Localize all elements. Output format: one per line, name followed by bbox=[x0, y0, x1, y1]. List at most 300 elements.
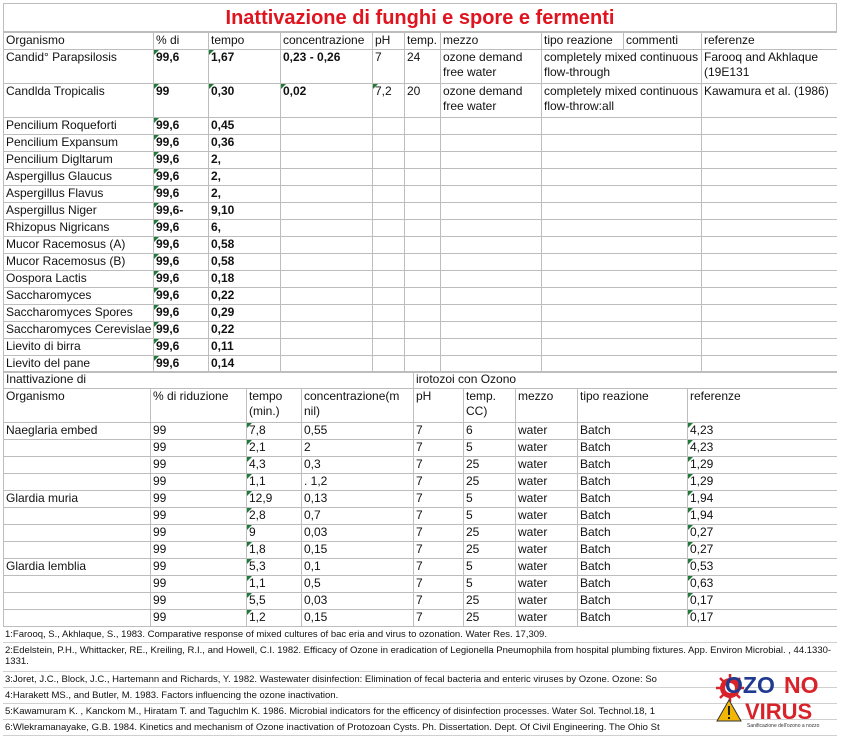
medium-cell[interactable]: water bbox=[516, 542, 578, 559]
time-cell[interactable]: 1,1 bbox=[247, 474, 302, 491]
ph-cell[interactable] bbox=[373, 356, 405, 373]
time-cell[interactable]: 0,58 bbox=[209, 237, 281, 254]
organism-cell[interactable] bbox=[4, 474, 151, 491]
percent-cell[interactable]: 99 bbox=[151, 423, 247, 440]
reference-cell[interactable] bbox=[702, 169, 838, 186]
reference-cell[interactable] bbox=[702, 356, 838, 373]
time-cell[interactable]: 2,8 bbox=[247, 508, 302, 525]
reference-cell[interactable]: 1,29 bbox=[688, 457, 838, 474]
reference-note[interactable]: 1:Farooq, S., Akhlaque, S., 1983. Comparative response of mixed cultures of bac eria and virus to ozonation. Water Res. 17,309. bbox=[3, 627, 837, 643]
medium-cell[interactable] bbox=[441, 356, 542, 373]
header-cell[interactable]: tipo reazione bbox=[542, 33, 624, 50]
reaction-type-cell[interactable]: Batch bbox=[578, 474, 688, 491]
organism-cell[interactable]: Mucor Racemosus (A) bbox=[4, 237, 154, 254]
medium-cell[interactable] bbox=[441, 271, 542, 288]
organism-cell[interactable] bbox=[4, 440, 151, 457]
concentration-cell[interactable] bbox=[281, 118, 373, 135]
percent-cell[interactable]: 99,6 bbox=[154, 220, 209, 237]
reference-cell[interactable]: 0,17 bbox=[688, 593, 838, 610]
organism-cell[interactable]: Oospora Lactis bbox=[4, 271, 154, 288]
organism-cell[interactable]: Mucor Racemosus (B) bbox=[4, 254, 154, 271]
organism-cell[interactable]: Lievito di birra bbox=[4, 339, 154, 356]
reaction-type-cell[interactable] bbox=[542, 254, 702, 271]
section-title-right[interactable]: irotozoi con Ozono bbox=[414, 372, 838, 389]
ph-cell[interactable]: 7 bbox=[414, 525, 464, 542]
organism-cell[interactable] bbox=[4, 593, 151, 610]
time-cell[interactable]: 9 bbox=[247, 525, 302, 542]
organism-cell[interactable]: Aspergillus Glaucus bbox=[4, 169, 154, 186]
ph-cell[interactable] bbox=[373, 322, 405, 339]
time-cell[interactable]: 5,5 bbox=[247, 593, 302, 610]
time-cell[interactable]: 0,29 bbox=[209, 305, 281, 322]
temp-cell[interactable]: 25 bbox=[464, 542, 516, 559]
concentration-cell[interactable] bbox=[281, 339, 373, 356]
reaction-type-cell[interactable] bbox=[542, 339, 702, 356]
reference-cell[interactable] bbox=[702, 254, 838, 271]
table-row bbox=[4, 237, 838, 254]
reaction-type-cell[interactable]: Batch bbox=[578, 610, 688, 627]
organism-cell[interactable]: Glardia muria bbox=[4, 491, 151, 508]
header-cell[interactable]: concentrazione(m nil) bbox=[302, 389, 414, 423]
medium-cell[interactable] bbox=[441, 220, 542, 237]
medium-cell[interactable]: water bbox=[516, 440, 578, 457]
concentration-cell[interactable] bbox=[281, 135, 373, 152]
concentration-cell[interactable]: 0,03 bbox=[302, 525, 414, 542]
organism-cell[interactable] bbox=[4, 457, 151, 474]
organism-cell[interactable]: Saccharomyces Cerevislae bbox=[4, 322, 154, 339]
time-cell[interactable]: 0,14 bbox=[209, 356, 281, 373]
reference-cell[interactable] bbox=[702, 135, 838, 152]
percent-cell[interactable]: 99 bbox=[151, 440, 247, 457]
ph-cell[interactable] bbox=[373, 118, 405, 135]
reaction-type-cell[interactable] bbox=[542, 169, 702, 186]
temp-cell[interactable] bbox=[405, 305, 441, 322]
fungi-table bbox=[3, 32, 837, 373]
ph-cell[interactable]: 7 bbox=[414, 542, 464, 559]
concentration-cell[interactable] bbox=[281, 356, 373, 373]
percent-cell[interactable]: 99,6 bbox=[154, 237, 209, 254]
time-cell[interactable]: 0,45 bbox=[209, 118, 281, 135]
reaction-type-cell[interactable] bbox=[542, 220, 702, 237]
temp-cell[interactable] bbox=[405, 169, 441, 186]
time-cell[interactable]: 2, bbox=[209, 186, 281, 203]
organism-cell[interactable]: Saccharomyces Spores bbox=[4, 305, 154, 322]
temp-cell[interactable] bbox=[405, 237, 441, 254]
temp-cell[interactable]: 5 bbox=[464, 576, 516, 593]
organism-cell[interactable]: Pencilium Expansum bbox=[4, 135, 154, 152]
concentration-cell[interactable] bbox=[281, 288, 373, 305]
reference-cell[interactable] bbox=[702, 271, 838, 288]
header-cell[interactable]: commenti bbox=[624, 33, 702, 50]
header-cell[interactable]: concentrazione bbox=[281, 33, 373, 50]
header-cell[interactable]: Organismo bbox=[4, 33, 154, 50]
temp-cell[interactable] bbox=[405, 220, 441, 237]
header-cell[interactable]: temp. CC) bbox=[464, 389, 516, 423]
concentration-cell[interactable]: 0,3 bbox=[302, 457, 414, 474]
header-cell[interactable]: Organismo bbox=[4, 389, 151, 423]
header-cell[interactable]: % di riduzione bbox=[151, 389, 247, 423]
table-header-row bbox=[4, 389, 838, 423]
reference-cell[interactable]: 1,29 bbox=[688, 474, 838, 491]
temp-cell[interactable] bbox=[405, 118, 441, 135]
reference-cell[interactable] bbox=[702, 203, 838, 220]
percent-cell[interactable]: 99,6 bbox=[154, 186, 209, 203]
reference-note[interactable]: 3:Joret, J.C., Block, J.C., Hartemann and Richards, Y. 1982. Wastewater disinfection: Elimination of fecal bacteria and enteric viruses by Ozone. Ozone: So bbox=[3, 672, 837, 688]
medium-cell[interactable]: water bbox=[516, 474, 578, 491]
header-cell[interactable]: mezzo bbox=[441, 33, 542, 50]
concentration-cell[interactable] bbox=[281, 271, 373, 288]
temp-cell[interactable] bbox=[405, 356, 441, 373]
time-cell[interactable]: 2, bbox=[209, 152, 281, 169]
reference-cell[interactable]: 1,94 bbox=[688, 491, 838, 508]
header-cell[interactable]: pH bbox=[373, 33, 405, 50]
medium-cell[interactable] bbox=[441, 152, 542, 169]
percent-cell[interactable]: 99 bbox=[151, 610, 247, 627]
temp-cell[interactable] bbox=[405, 186, 441, 203]
organism-cell[interactable]: Pencilium Digltarum bbox=[4, 152, 154, 169]
concentration-cell[interactable]: 0,23 - 0,26 bbox=[281, 50, 373, 84]
time-cell[interactable]: 1,8 bbox=[247, 542, 302, 559]
reaction-type-cell[interactable]: Batch bbox=[578, 593, 688, 610]
temp-cell[interactable]: 25 bbox=[464, 474, 516, 491]
medium-cell[interactable]: ozone demand free water bbox=[441, 50, 542, 84]
reference-cell[interactable] bbox=[702, 288, 838, 305]
ph-cell[interactable] bbox=[373, 339, 405, 356]
table-row bbox=[4, 457, 838, 474]
reaction-type-cell[interactable] bbox=[542, 305, 702, 322]
percent-cell[interactable]: 99,6 bbox=[154, 271, 209, 288]
organism-cell[interactable]: Aspergillus Niger bbox=[4, 203, 154, 220]
percent-cell[interactable]: 99,6 bbox=[154, 254, 209, 271]
medium-cell[interactable]: water bbox=[516, 423, 578, 440]
reference-cell[interactable] bbox=[702, 186, 838, 203]
reference-cell[interactable]: 0,27 bbox=[688, 525, 838, 542]
temp-cell[interactable]: 5 bbox=[464, 508, 516, 525]
reference-cell[interactable] bbox=[702, 118, 838, 135]
reference-cell[interactable]: 1,94 bbox=[688, 508, 838, 525]
reference-cell[interactable] bbox=[702, 305, 838, 322]
temp-cell[interactable]: 5 bbox=[464, 559, 516, 576]
organism-cell[interactable] bbox=[4, 525, 151, 542]
medium-cell[interactable] bbox=[441, 339, 542, 356]
time-cell[interactable]: 0,22 bbox=[209, 322, 281, 339]
header-cell[interactable]: tipo reazione bbox=[578, 389, 688, 423]
time-cell[interactable]: 1,1 bbox=[247, 576, 302, 593]
temp-cell[interactable]: 25 bbox=[464, 610, 516, 627]
ph-cell[interactable]: 7 bbox=[414, 576, 464, 593]
reference-cell[interactable]: 4,23 bbox=[688, 440, 838, 457]
ph-cell[interactable] bbox=[373, 271, 405, 288]
reaction-type-cell[interactable]: Batch bbox=[578, 559, 688, 576]
ph-cell[interactable] bbox=[373, 305, 405, 322]
reaction-type-cell[interactable]: Batch bbox=[578, 542, 688, 559]
reaction-type-cell[interactable] bbox=[542, 237, 702, 254]
header-cell[interactable]: referenze bbox=[688, 389, 838, 423]
medium-cell[interactable] bbox=[441, 203, 542, 220]
organism-cell[interactable]: Rhizopus Nigricans bbox=[4, 220, 154, 237]
temp-cell[interactable]: 24 bbox=[405, 50, 441, 84]
time-cell[interactable]: 12,9 bbox=[247, 491, 302, 508]
medium-cell[interactable]: water bbox=[516, 491, 578, 508]
percent-cell[interactable]: 99 bbox=[151, 474, 247, 491]
ph-cell[interactable]: 7 bbox=[414, 457, 464, 474]
header-cell[interactable]: pH bbox=[414, 389, 464, 423]
concentration-cell[interactable]: 0,5 bbox=[302, 576, 414, 593]
medium-cell[interactable]: water bbox=[516, 610, 578, 627]
table-row bbox=[4, 305, 838, 322]
header-cell[interactable]: temp. bbox=[405, 33, 441, 50]
time-cell[interactable]: 0,18 bbox=[209, 271, 281, 288]
percent-cell[interactable]: 99,6 bbox=[154, 322, 209, 339]
temp-cell[interactable] bbox=[405, 152, 441, 169]
percent-cell[interactable]: 99 bbox=[151, 491, 247, 508]
ph-cell[interactable]: 7 bbox=[414, 508, 464, 525]
reference-note[interactable]: 4:Harakett MS., and Butler, M. 1983. Factors influencing the ozone inactivation. bbox=[3, 688, 837, 704]
percent-cell[interactable]: 99 bbox=[151, 508, 247, 525]
percent-cell[interactable]: 99,6 bbox=[154, 152, 209, 169]
ph-cell[interactable] bbox=[373, 135, 405, 152]
medium-cell[interactable]: water bbox=[516, 593, 578, 610]
concentration-cell[interactable] bbox=[281, 305, 373, 322]
ph-cell[interactable] bbox=[373, 237, 405, 254]
reference-note[interactable]: 5:Kawamuram K. , Kanckom M., Hiratam T. and Taguchlm K. 1986. Microbial indicators for the efficency of disinfection processes. Water Sol. Technol.18, 1 bbox=[3, 704, 837, 720]
percent-cell[interactable]: 99,6- bbox=[154, 203, 209, 220]
ph-cell[interactable] bbox=[373, 254, 405, 271]
concentration-cell[interactable] bbox=[281, 203, 373, 220]
time-cell[interactable]: 9,10 bbox=[209, 203, 281, 220]
logo-no: NO bbox=[784, 672, 819, 698]
concentration-cell[interactable]: . 1,2 bbox=[302, 474, 414, 491]
percent-cell[interactable]: 99,6 bbox=[154, 356, 209, 373]
medium-cell[interactable]: water bbox=[516, 576, 578, 593]
ph-cell[interactable]: 7 bbox=[414, 610, 464, 627]
ph-cell[interactable]: 7 bbox=[414, 491, 464, 508]
concentration-cell[interactable]: 0,02 bbox=[281, 84, 373, 118]
ph-cell[interactable]: 7 bbox=[373, 50, 405, 84]
percent-cell[interactable]: 99,6 bbox=[154, 169, 209, 186]
reference-cell[interactable]: 4,23 bbox=[688, 423, 838, 440]
reaction-type-cell[interactable] bbox=[542, 356, 702, 373]
temp-cell[interactable]: 5 bbox=[464, 440, 516, 457]
concentration-cell[interactable] bbox=[281, 186, 373, 203]
reference-note[interactable]: 6:Wlekramanayake, G.B. 1984. Kinetics and mechanism of Ozone inactivation of Protozoan Cysts. Ph. Dissertation. Dept. Of Civil Engineering. The Ohio St bbox=[3, 720, 837, 736]
reaction-type-cell[interactable]: Batch bbox=[578, 423, 688, 440]
medium-cell[interactable] bbox=[441, 237, 542, 254]
percent-cell[interactable]: 99 bbox=[151, 542, 247, 559]
concentration-cell[interactable]: 0,13 bbox=[302, 491, 414, 508]
medium-cell[interactable] bbox=[441, 186, 542, 203]
reaction-type-cell[interactable]: Batch bbox=[578, 576, 688, 593]
reaction-type-cell[interactable] bbox=[542, 135, 702, 152]
concentration-cell[interactable]: 0,1 bbox=[302, 559, 414, 576]
percent-cell[interactable]: 99 bbox=[151, 576, 247, 593]
organism-cell[interactable] bbox=[4, 576, 151, 593]
ph-cell[interactable] bbox=[373, 169, 405, 186]
organism-cell[interactable]: Saccharomyces bbox=[4, 288, 154, 305]
ph-cell[interactable]: 7 bbox=[414, 593, 464, 610]
ph-cell[interactable] bbox=[373, 186, 405, 203]
concentration-cell[interactable] bbox=[281, 322, 373, 339]
organism-cell[interactable] bbox=[4, 610, 151, 627]
reaction-type-cell[interactable] bbox=[542, 186, 702, 203]
table-row bbox=[4, 152, 838, 169]
header-cell[interactable]: % di bbox=[154, 33, 209, 50]
concentration-cell[interactable] bbox=[281, 169, 373, 186]
ph-cell[interactable]: 7 bbox=[414, 559, 464, 576]
concentration-cell[interactable]: 0,15 bbox=[302, 610, 414, 627]
reaction-type-cell[interactable] bbox=[542, 152, 702, 169]
header-cell[interactable]: tempo (min.) bbox=[247, 389, 302, 423]
concentration-cell[interactable]: 2 bbox=[302, 440, 414, 457]
reaction-type-cell[interactable] bbox=[542, 288, 702, 305]
reference-cell[interactable] bbox=[702, 322, 838, 339]
concentration-cell[interactable]: 0,03 bbox=[302, 593, 414, 610]
ph-cell[interactable]: 7 bbox=[414, 440, 464, 457]
table-header-row bbox=[4, 33, 838, 50]
protozoa-table bbox=[3, 371, 837, 627]
time-cell[interactable]: 1,67 bbox=[209, 50, 281, 84]
time-cell[interactable]: 0,36 bbox=[209, 135, 281, 152]
time-cell[interactable]: 7,8 bbox=[247, 423, 302, 440]
medium-cell[interactable]: ozone demand free water bbox=[441, 84, 542, 118]
organism-cell[interactable]: Candlda Tropicalis bbox=[4, 84, 154, 118]
temp-cell[interactable]: 25 bbox=[464, 457, 516, 474]
concentration-cell[interactable] bbox=[281, 152, 373, 169]
ph-cell[interactable] bbox=[373, 220, 405, 237]
reaction-type-cell[interactable]: completely mixed continuous flow-through bbox=[542, 50, 702, 84]
organism-cell[interactable]: Glardia lemblia bbox=[4, 559, 151, 576]
percent-cell[interactable]: 99 bbox=[151, 457, 247, 474]
reaction-type-cell[interactable]: Batch bbox=[578, 525, 688, 542]
temp-cell[interactable] bbox=[405, 271, 441, 288]
section-title-left[interactable]: Inattivazione di bbox=[4, 372, 414, 389]
header-cell[interactable]: mezzo bbox=[516, 389, 578, 423]
percent-cell[interactable]: 99,6 bbox=[154, 339, 209, 356]
temp-cell[interactable] bbox=[405, 322, 441, 339]
medium-cell[interactable] bbox=[441, 288, 542, 305]
temp-cell[interactable] bbox=[405, 203, 441, 220]
section-row bbox=[4, 372, 838, 389]
concentration-cell[interactable]: 0,55 bbox=[302, 423, 414, 440]
medium-cell[interactable] bbox=[441, 169, 542, 186]
temp-cell[interactable]: 25 bbox=[464, 525, 516, 542]
reference-cell[interactable]: 0,27 bbox=[688, 542, 838, 559]
medium-cell[interactable] bbox=[441, 322, 542, 339]
medium-cell[interactable] bbox=[441, 135, 542, 152]
organism-cell[interactable]: Pencilium Roqueforti bbox=[4, 118, 154, 135]
percent-cell[interactable]: 99,6 bbox=[154, 135, 209, 152]
time-cell[interactable]: 2,1 bbox=[247, 440, 302, 457]
temp-cell[interactable] bbox=[405, 254, 441, 271]
time-cell[interactable]: 0,58 bbox=[209, 254, 281, 271]
medium-cell[interactable]: water bbox=[516, 559, 578, 576]
organism-cell[interactable] bbox=[4, 542, 151, 559]
medium-cell[interactable]: water bbox=[516, 508, 578, 525]
time-cell[interactable]: 4,3 bbox=[247, 457, 302, 474]
reaction-type-cell[interactable] bbox=[542, 203, 702, 220]
ph-cell[interactable]: 7 bbox=[414, 474, 464, 491]
percent-cell[interactable]: 99,6 bbox=[154, 305, 209, 322]
organism-cell[interactable]: Naeglaria embed bbox=[4, 423, 151, 440]
medium-cell[interactable] bbox=[441, 118, 542, 135]
medium-cell[interactable] bbox=[441, 254, 542, 271]
percent-cell[interactable]: 99,6 bbox=[154, 50, 209, 84]
percent-cell[interactable]: 99 bbox=[151, 593, 247, 610]
header-cell[interactable]: referenze bbox=[702, 33, 838, 50]
ph-cell[interactable] bbox=[373, 288, 405, 305]
concentration-cell[interactable] bbox=[281, 254, 373, 271]
time-cell[interactable]: 5,3 bbox=[247, 559, 302, 576]
ph-cell[interactable] bbox=[373, 203, 405, 220]
medium-cell[interactable]: water bbox=[516, 525, 578, 542]
concentration-cell[interactable]: 0,15 bbox=[302, 542, 414, 559]
time-cell[interactable]: 0,11 bbox=[209, 339, 281, 356]
reference-cell[interactable] bbox=[702, 220, 838, 237]
ph-cell[interactable]: 7,2 bbox=[373, 84, 405, 118]
temp-cell[interactable] bbox=[405, 339, 441, 356]
concentration-cell[interactable]: 0,7 bbox=[302, 508, 414, 525]
reference-cell[interactable]: 0,63 bbox=[688, 576, 838, 593]
organism-cell[interactable]: Candid° Parapsilosis bbox=[4, 50, 154, 84]
reaction-type-cell[interactable]: completely mixed continuous flow-throw:all bbox=[542, 84, 702, 118]
table-row bbox=[4, 576, 838, 593]
reaction-type-cell[interactable]: Batch bbox=[578, 440, 688, 457]
time-cell[interactable]: 1,2 bbox=[247, 610, 302, 627]
temp-cell[interactable]: 25 bbox=[464, 593, 516, 610]
ph-cell[interactable]: 7 bbox=[414, 423, 464, 440]
percent-cell[interactable]: 99 bbox=[154, 84, 209, 118]
organism-cell[interactable]: Lievito del pane bbox=[4, 356, 154, 373]
table-row bbox=[4, 559, 838, 576]
reference-cell[interactable]: 0,17 bbox=[688, 610, 838, 627]
temp-cell[interactable]: 20 bbox=[405, 84, 441, 118]
percent-cell[interactable]: 99,6 bbox=[154, 288, 209, 305]
reaction-type-cell[interactable] bbox=[542, 322, 702, 339]
reference-cell[interactable] bbox=[702, 152, 838, 169]
percent-cell[interactable]: 99 bbox=[151, 525, 247, 542]
percent-cell[interactable]: 99 bbox=[151, 559, 247, 576]
reference-cell[interactable]: Kawamura et al. (1986) bbox=[702, 84, 838, 118]
percent-cell[interactable]: 99,6 bbox=[154, 118, 209, 135]
reference-cell[interactable]: 0,53 bbox=[688, 559, 838, 576]
reference-cell[interactable]: Farooq and Akhlaque (19E131 bbox=[702, 50, 838, 84]
reference-cell[interactable] bbox=[702, 339, 838, 356]
concentration-cell[interactable] bbox=[281, 237, 373, 254]
medium-cell[interactable] bbox=[441, 305, 542, 322]
reaction-type-cell[interactable]: Batch bbox=[578, 508, 688, 525]
reaction-type-cell[interactable] bbox=[542, 118, 702, 135]
reaction-type-cell[interactable]: Batch bbox=[578, 457, 688, 474]
time-cell[interactable]: 6, bbox=[209, 220, 281, 237]
reference-cell[interactable] bbox=[702, 237, 838, 254]
reaction-type-cell[interactable]: Batch bbox=[578, 491, 688, 508]
reaction-type-cell[interactable] bbox=[542, 271, 702, 288]
time-cell[interactable]: 0,22 bbox=[209, 288, 281, 305]
time-cell[interactable]: 2, bbox=[209, 169, 281, 186]
temp-cell[interactable] bbox=[405, 288, 441, 305]
header-cell[interactable]: tempo bbox=[209, 33, 281, 50]
reference-note[interactable]: 2:Edelstein, P.H., Whittacker, RE., Kreiling, R.I., and Howell, C.I. 1982. Efficacy of Ozone in eradication of Legionella Pneumophila from hospital plumbing fixtures. App. Environ Microbial. , 44.1330-1331. bbox=[3, 643, 837, 672]
ph-cell[interactable] bbox=[373, 152, 405, 169]
medium-cell[interactable]: water bbox=[516, 457, 578, 474]
organism-cell[interactable]: Aspergillus Flavus bbox=[4, 186, 154, 203]
temp-cell[interactable]: 6 bbox=[464, 423, 516, 440]
time-cell[interactable]: 0,30 bbox=[209, 84, 281, 118]
temp-cell[interactable] bbox=[405, 135, 441, 152]
concentration-cell[interactable] bbox=[281, 220, 373, 237]
temp-cell[interactable]: 5 bbox=[464, 491, 516, 508]
organism-cell[interactable] bbox=[4, 508, 151, 525]
